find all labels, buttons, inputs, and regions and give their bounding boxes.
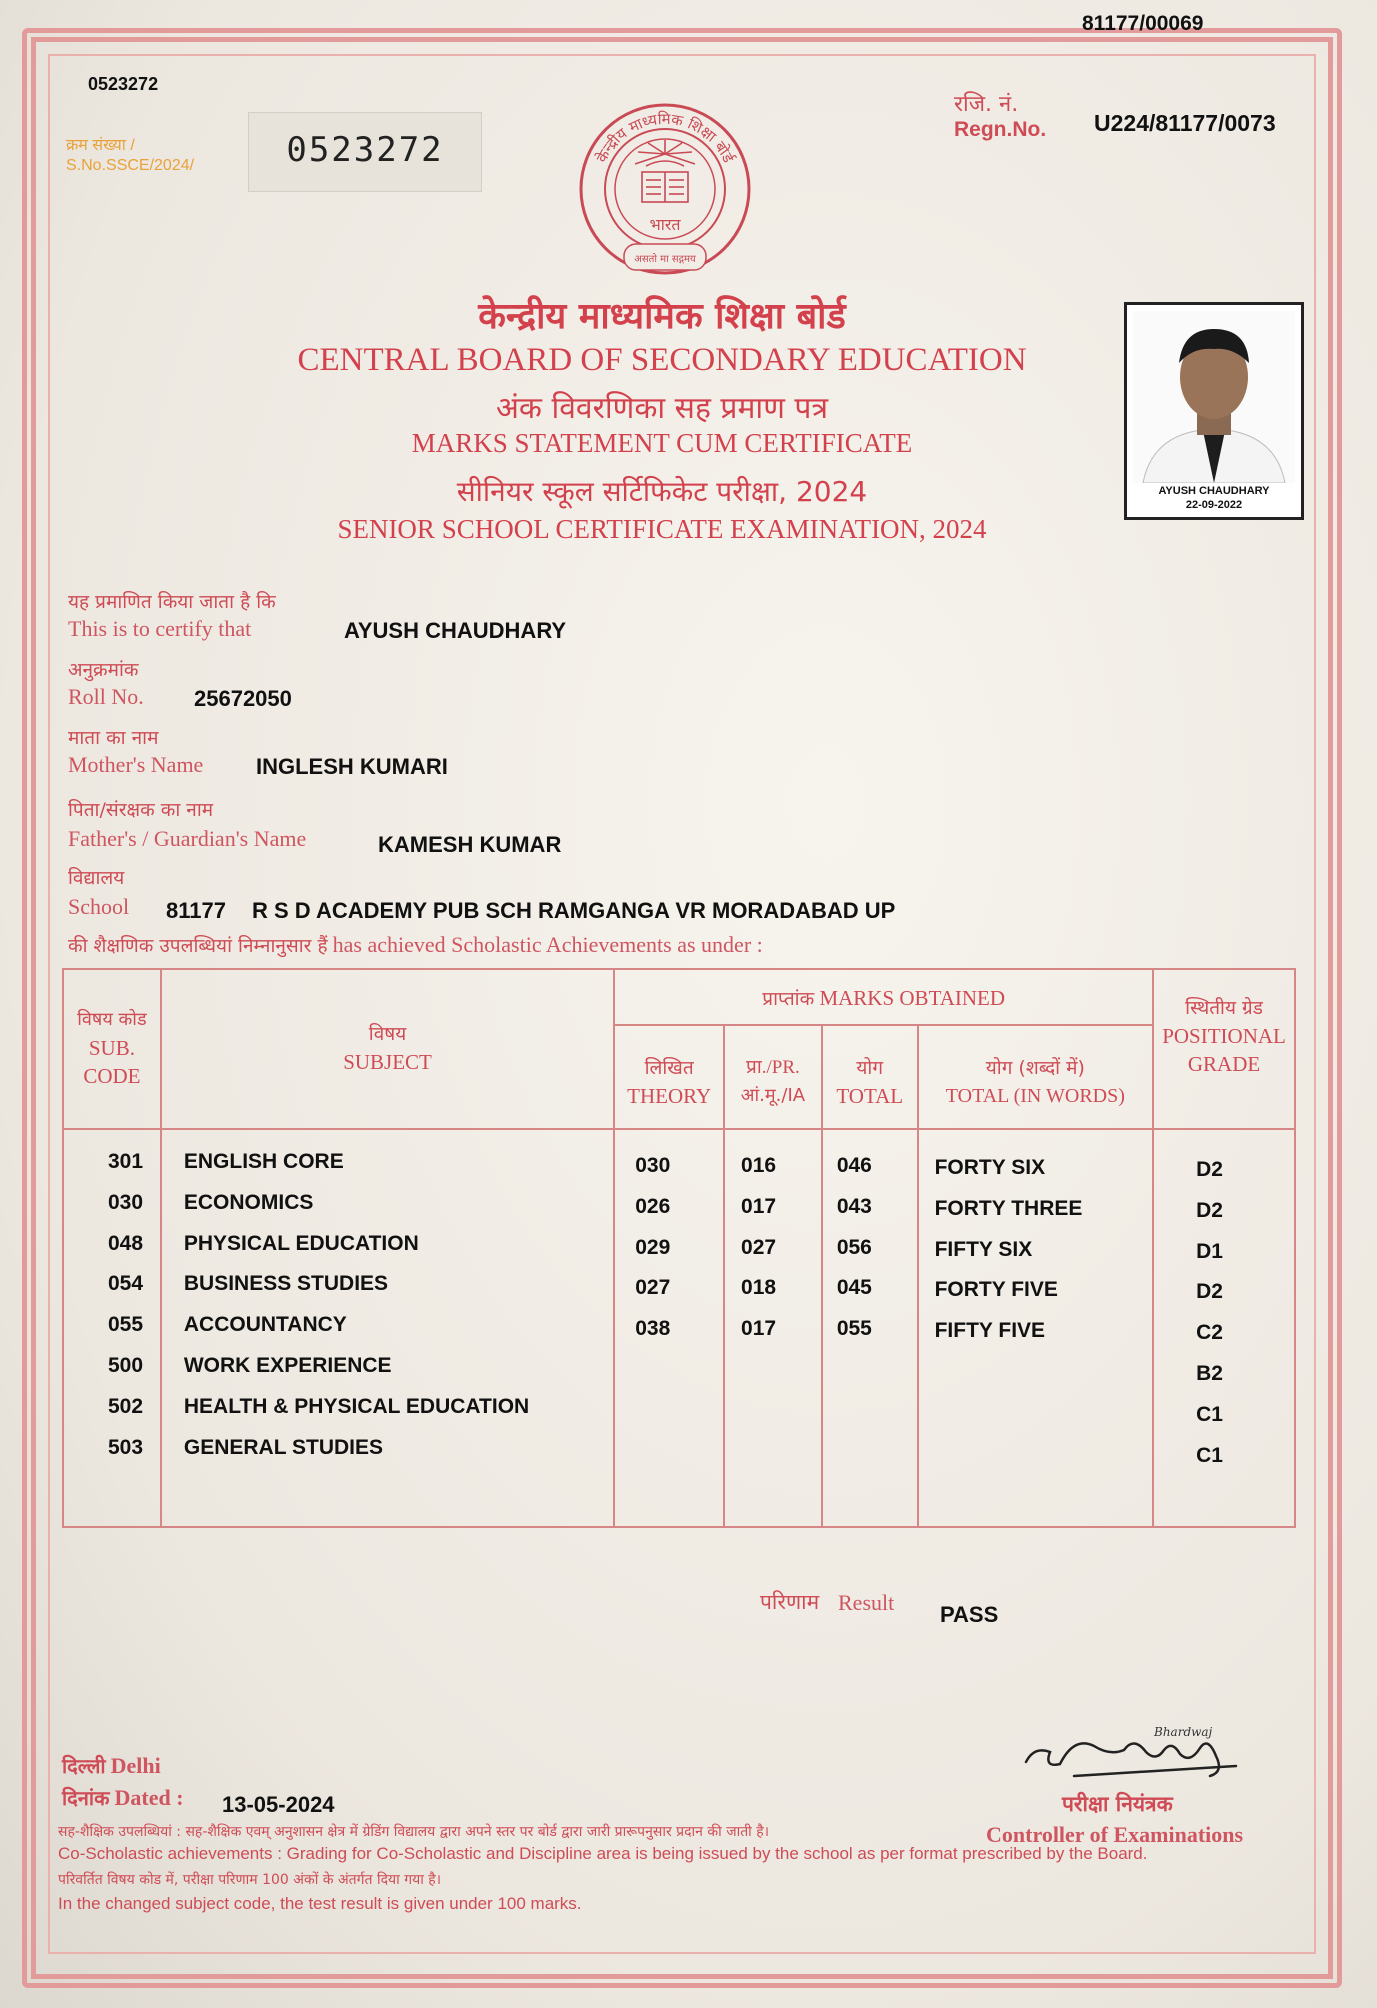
positional-grade: D2 <box>1196 1198 1223 1222</box>
header-sub-code: विषय कोड SUB. CODE <box>63 969 161 1129</box>
serial-label: क्रम संख्या / S.No.SSCE/2024/ <box>66 137 195 174</box>
result-value: PASS <box>940 1602 999 1627</box>
roll-label-en: Roll No. <box>68 684 144 709</box>
header-total: योग TOTAL <box>822 1025 918 1129</box>
total-marks: 043 <box>836 1194 872 1218</box>
total-marks <box>837 1350 917 1391</box>
total-marks: 046 <box>836 1154 872 1177</box>
col-words <box>918 1129 1153 1527</box>
controller-en: Controller of Examinations <box>986 1822 1244 1847</box>
school-label-hi: विद्यालय <box>68 867 125 889</box>
total-in-words: FORTY FIVE <box>934 1278 1058 1302</box>
theory-marks <box>635 1432 723 1473</box>
student-photo <box>1124 302 1304 520</box>
practical-marks: 017 <box>741 1194 777 1218</box>
total-marks: 055 <box>836 1317 872 1341</box>
header-practical: प्रा./PR. आं.मू./IA <box>724 1025 822 1129</box>
subject-name: ECONOMICS <box>183 1190 314 1214</box>
photo-date: 22-09-2022 <box>1185 499 1243 511</box>
photo-portrait <box>1133 311 1295 483</box>
statement-title-en: MARKS STATEMENT CUM CERTIFICATE <box>411 428 913 458</box>
top-left-code: 0523272 <box>88 74 159 94</box>
theory-marks: 029 <box>635 1235 671 1259</box>
col-practical <box>724 1129 822 1527</box>
subject-name: GENERAL STUDIES <box>183 1435 384 1459</box>
subject-code: 502 <box>108 1394 144 1418</box>
subject-name: WORK EXPERIENCE <box>183 1353 392 1377</box>
total-marks <box>837 1391 917 1432</box>
subject-code: 048 <box>108 1231 144 1255</box>
student-name: AYUSH CHAUDHARY <box>344 618 567 643</box>
mother-label-hi: माता का नाम <box>68 727 159 749</box>
board-title-en: CENTRAL BOARD OF SECONDARY EDUCATION <box>297 342 1027 378</box>
serial-box <box>248 112 482 192</box>
result-label-en: Result <box>838 1590 895 1615</box>
theory-marks <box>635 1391 723 1432</box>
note-2-hi: परिवर्तित विषय कोड में, परीक्षा परिणाम 100 अंकों के अंतर्गत दिया गया है। <box>58 1872 442 1888</box>
roll-label-hi: अनुक्रमांक <box>68 659 139 681</box>
positional-grade: D1 <box>1196 1239 1223 1263</box>
practical-marks <box>741 1350 821 1391</box>
signature-icon <box>1014 1706 1254 1786</box>
col-grade <box>1153 1129 1295 1527</box>
col-theory <box>614 1129 724 1527</box>
mother-name: INGLESH KUMARI <box>256 754 448 779</box>
practical-marks: 027 <box>741 1235 777 1259</box>
practical-marks <box>741 1391 821 1432</box>
theory-marks <box>635 1350 723 1391</box>
emblem-motto: असतो मा सद्गमय <box>634 254 696 265</box>
father-name: KAMESH KUMAR <box>378 832 562 857</box>
dated-en: Dated : <box>114 1785 184 1810</box>
photo-name: AYUSH CHAUDHARY <box>1158 485 1270 497</box>
dated-hi: दिनांक <box>62 1786 110 1810</box>
header-theory: लिखित THEORY <box>614 1025 724 1129</box>
subject-code: 055 <box>108 1313 144 1337</box>
exam-title-en: SENIOR SCHOOL CERTIFICATE EXAMINATION, 2024 <box>337 514 987 544</box>
total-in-words <box>935 1393 1152 1434</box>
practical-marks: 017 <box>741 1317 777 1341</box>
achieved-label-en: has achieved Scholastic Achievements as under : <box>332 932 763 957</box>
positional-grade: C2 <box>1196 1321 1223 1345</box>
positional-grade: C1 <box>1196 1402 1223 1426</box>
subject-name: ENGLISH CORE <box>183 1150 344 1173</box>
place-en: Delhi <box>110 1753 161 1778</box>
regn-number: U224/81177/0073 <box>1094 110 1276 136</box>
subject-name: PHYSICAL EDUCATION <box>183 1231 419 1255</box>
total-marks: 045 <box>836 1276 872 1300</box>
total-in-words: FIFTY FIVE <box>934 1319 1046 1343</box>
dated <box>62 1784 184 1811</box>
subject-code: 301 <box>108 1150 144 1173</box>
cbse-emblem-icon <box>572 96 758 282</box>
theory-marks: 026 <box>635 1194 671 1218</box>
statement-title-hi: अंक विवरणिका सह प्रमाण पत्र <box>495 391 829 426</box>
total-marks: 056 <box>836 1235 872 1259</box>
total-in-words: FORTY THREE <box>934 1196 1083 1220</box>
regn-label-hi: रजि. नं. <box>954 92 1019 117</box>
total-in-words: FIFTY SIX <box>934 1237 1033 1261</box>
subject-name: ACCOUNTANCY <box>183 1313 347 1337</box>
achieved-label-hi: की शैक्षणिक उपलब्धियां निम्नानुसार हैं <box>68 935 328 957</box>
father-label-en: Father's / Guardian's Name <box>68 826 307 851</box>
note-1-hi: सह-शैक्षिक उपलब्धियां : सह-शैक्षिक एवम् अनुशासन क्षेत्र में ग्रेडिंग विद्यालय द्वारा अपने स्तर पर बोर्ड द्वारा जारी प्रारूपनुसार प्रदान की जाती है। <box>58 1824 770 1840</box>
subject-name: HEALTH & PHYSICAL EDUCATION <box>183 1394 530 1418</box>
issue-date: 13-05-2024 <box>222 1792 335 1817</box>
controller-hi: परीक्षा नियंत्रक <box>1062 1792 1173 1816</box>
mother-label-en: Mother's Name <box>68 752 204 777</box>
header-marks-obtained: प्राप्तांक MARKS OBTAINED <box>614 969 1153 1025</box>
col-subjects <box>161 1129 614 1527</box>
col-codes <box>63 1129 161 1527</box>
certify-label-en: This is to certify that <box>68 616 252 641</box>
total-in-words <box>935 1352 1152 1393</box>
practical-marks <box>741 1432 821 1473</box>
positional-grade: D2 <box>1196 1280 1223 1304</box>
school-name: R S D ACADEMY PUB SCH RAMGANGA VR MORADABAD UP <box>252 898 896 923</box>
exam-title-hi: सीनियर स्कूल सर्टिफिकेट परीक्षा, 2024 <box>456 475 868 508</box>
subject-code: 500 <box>108 1353 144 1377</box>
emblem-ring-text: केन्द्रीय माध्यमिक शिक्षा बोर्ड <box>592 109 738 166</box>
father-label-hi: पिता/संरक्षक का नाम <box>68 799 214 821</box>
serial-number: 0523272 <box>286 130 444 170</box>
header-grade: स्थितीय ग्रेड POSITIONAL GRADE <box>1153 969 1295 1129</box>
subject-code: 503 <box>108 1435 144 1459</box>
header-total-words: योग (शब्दों में) TOTAL (IN WORDS) <box>918 1025 1153 1129</box>
positional-grade: B2 <box>1196 1361 1223 1385</box>
place <box>62 1752 161 1779</box>
theory-marks: 038 <box>635 1317 671 1341</box>
total-in-words: FORTY SIX <box>934 1156 1046 1179</box>
theory-marks: 030 <box>635 1154 671 1177</box>
note-1-en: Co-Scholastic achievements : Grading for Co-Scholastic and Discipline area is being issued by the school as per format prescribed by the Board. <box>58 1844 1148 1863</box>
certify-label-hi: यह प्रमाणित किया जाता है कि <box>68 591 276 613</box>
practical-marks: 016 <box>741 1154 777 1177</box>
positional-grade: D2 <box>1196 1158 1223 1181</box>
regn-label-en: Regn.No. <box>954 118 1047 141</box>
signature-text: Bhardwaj <box>1154 1725 1213 1739</box>
achievement-line <box>68 932 763 958</box>
col-total <box>822 1129 918 1527</box>
roll-number: 25672050 <box>194 686 292 711</box>
school-label-en: School <box>68 894 130 919</box>
school-code: 81177 <box>166 898 226 923</box>
subject-name: BUSINESS STUDIES <box>183 1272 389 1296</box>
positional-grade: C1 <box>1196 1443 1223 1467</box>
subject-code: 054 <box>108 1272 144 1296</box>
subject-code: 030 <box>108 1190 144 1214</box>
board-title-hi: केन्द्रीय माध्यमिक शिक्षा बोर्ड <box>478 296 846 337</box>
total-marks <box>837 1432 917 1473</box>
emblem-bottom-text: भारत <box>649 215 681 234</box>
result-label-hi: परिणाम <box>760 1590 820 1614</box>
marks-table <box>62 968 1296 1528</box>
total-in-words <box>935 1434 1152 1475</box>
theory-marks: 027 <box>635 1276 671 1300</box>
top-right-code: 81177/00069 <box>1082 12 1204 35</box>
portrait-icon <box>1133 311 1295 483</box>
note-2-en: In the changed subject code, the test result is given under 100 marks. <box>58 1894 582 1913</box>
practical-marks: 018 <box>741 1276 777 1300</box>
header-subject: विषय SUBJECT <box>161 969 614 1129</box>
place-hi: दिल्ली <box>62 1754 106 1778</box>
